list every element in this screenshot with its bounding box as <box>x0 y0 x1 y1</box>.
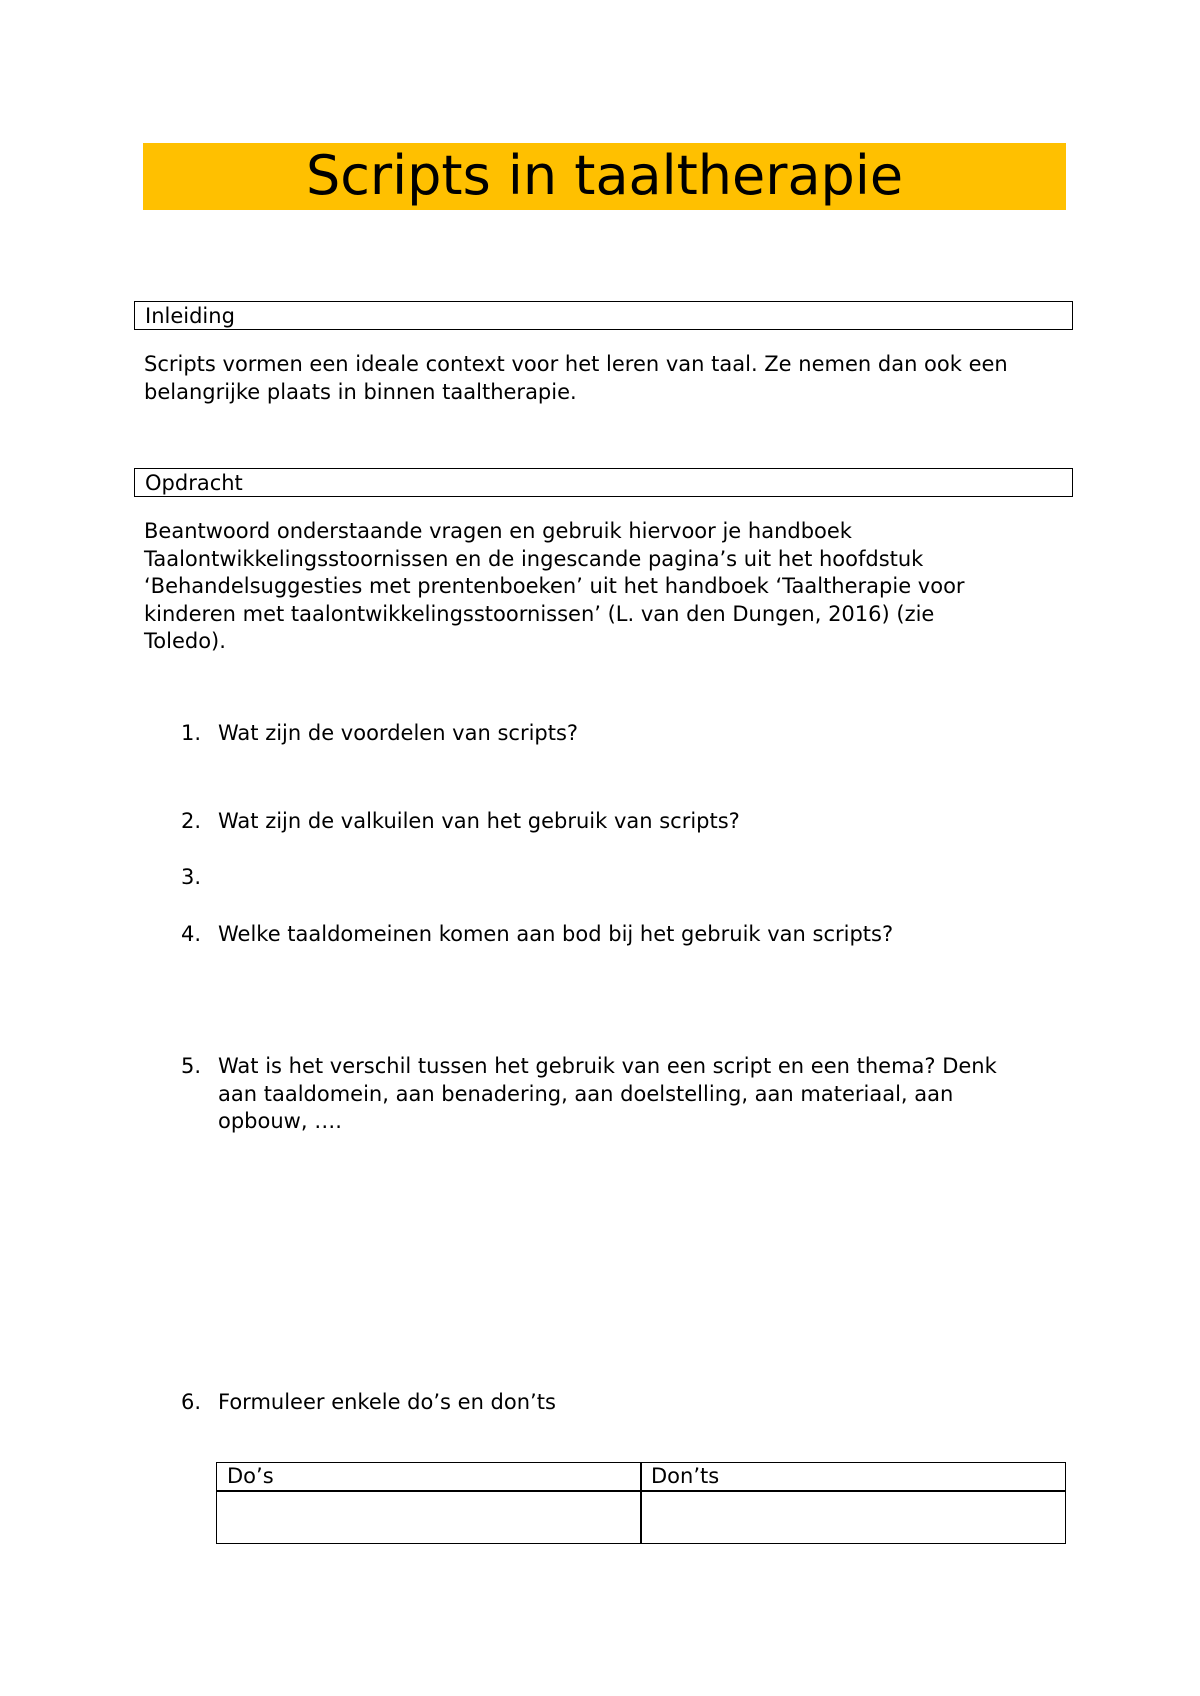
question-number: 5. <box>181 1054 202 1078</box>
question-number: 2. <box>181 809 202 833</box>
table-header-donts: Don’ts <box>651 1464 720 1488</box>
question-number: 3. <box>181 865 202 889</box>
table-cell-donts[interactable] <box>642 1492 1065 1542</box>
question-text <box>218 1053 1064 1136</box>
inleiding-line: Scripts vormen een ideale context voor het leren van taal. Ze nemen dan ook een <box>144 352 1008 376</box>
question-number: 4. <box>181 922 202 946</box>
question-text: Formuleer enkele do’s en don’ts <box>218 1390 556 1414</box>
question-number: 1. <box>181 721 202 745</box>
opdracht-line: Beantwoord onderstaande vragen en gebruik hiervoor je handboek <box>144 519 852 543</box>
opdracht-line: kinderen met taalontwikkelingsstoornissen’ (L. van den Dungen, 2016) (zie <box>144 601 935 626</box>
document-title: Scripts in taaltherapie <box>305 143 904 207</box>
table-cell-dos[interactable] <box>217 1492 640 1542</box>
title-banner <box>143 143 1066 210</box>
section-heading-opdracht: Opdracht <box>134 468 1073 497</box>
opdracht-line: Taalontwikkelingsstoornissen en de ingescande pagina’s uit het hoofdstuk <box>144 546 924 571</box>
question-text: Wat zijn de valkuilen van het gebruik van scripts? <box>218 809 740 833</box>
dos-donts-table <box>216 1462 1066 1544</box>
question-number: 6. <box>181 1390 202 1414</box>
inleiding-line: belangrijke plaats in binnen taaltherapie. <box>144 379 577 404</box>
table-header-dos: Do’s <box>227 1464 274 1488</box>
question-line: aan taaldomein, aan benadering, aan doelstelling, aan materiaal, aan <box>218 1081 954 1106</box>
opdracht-line: Toledo). <box>144 629 226 653</box>
opdracht-line: ‘Behandelsuggesties met prentenboeken’ uit het handboek ‘Taaltherapie voor <box>144 574 965 598</box>
section-heading-inleiding: Inleiding <box>134 301 1073 330</box>
question-text: Wat zijn de voordelen van scripts? <box>218 721 579 745</box>
inleiding-paragraph <box>144 351 1074 406</box>
question-line: Wat is het verschil tussen het gebruik van een script en een thema? Denk <box>218 1054 997 1078</box>
opdracht-paragraph <box>144 518 1074 656</box>
question-text: Welke taaldomeinen komen aan bod bij het gebruik van scripts? <box>218 922 894 946</box>
question-line: opbouw, …. <box>218 1109 342 1133</box>
